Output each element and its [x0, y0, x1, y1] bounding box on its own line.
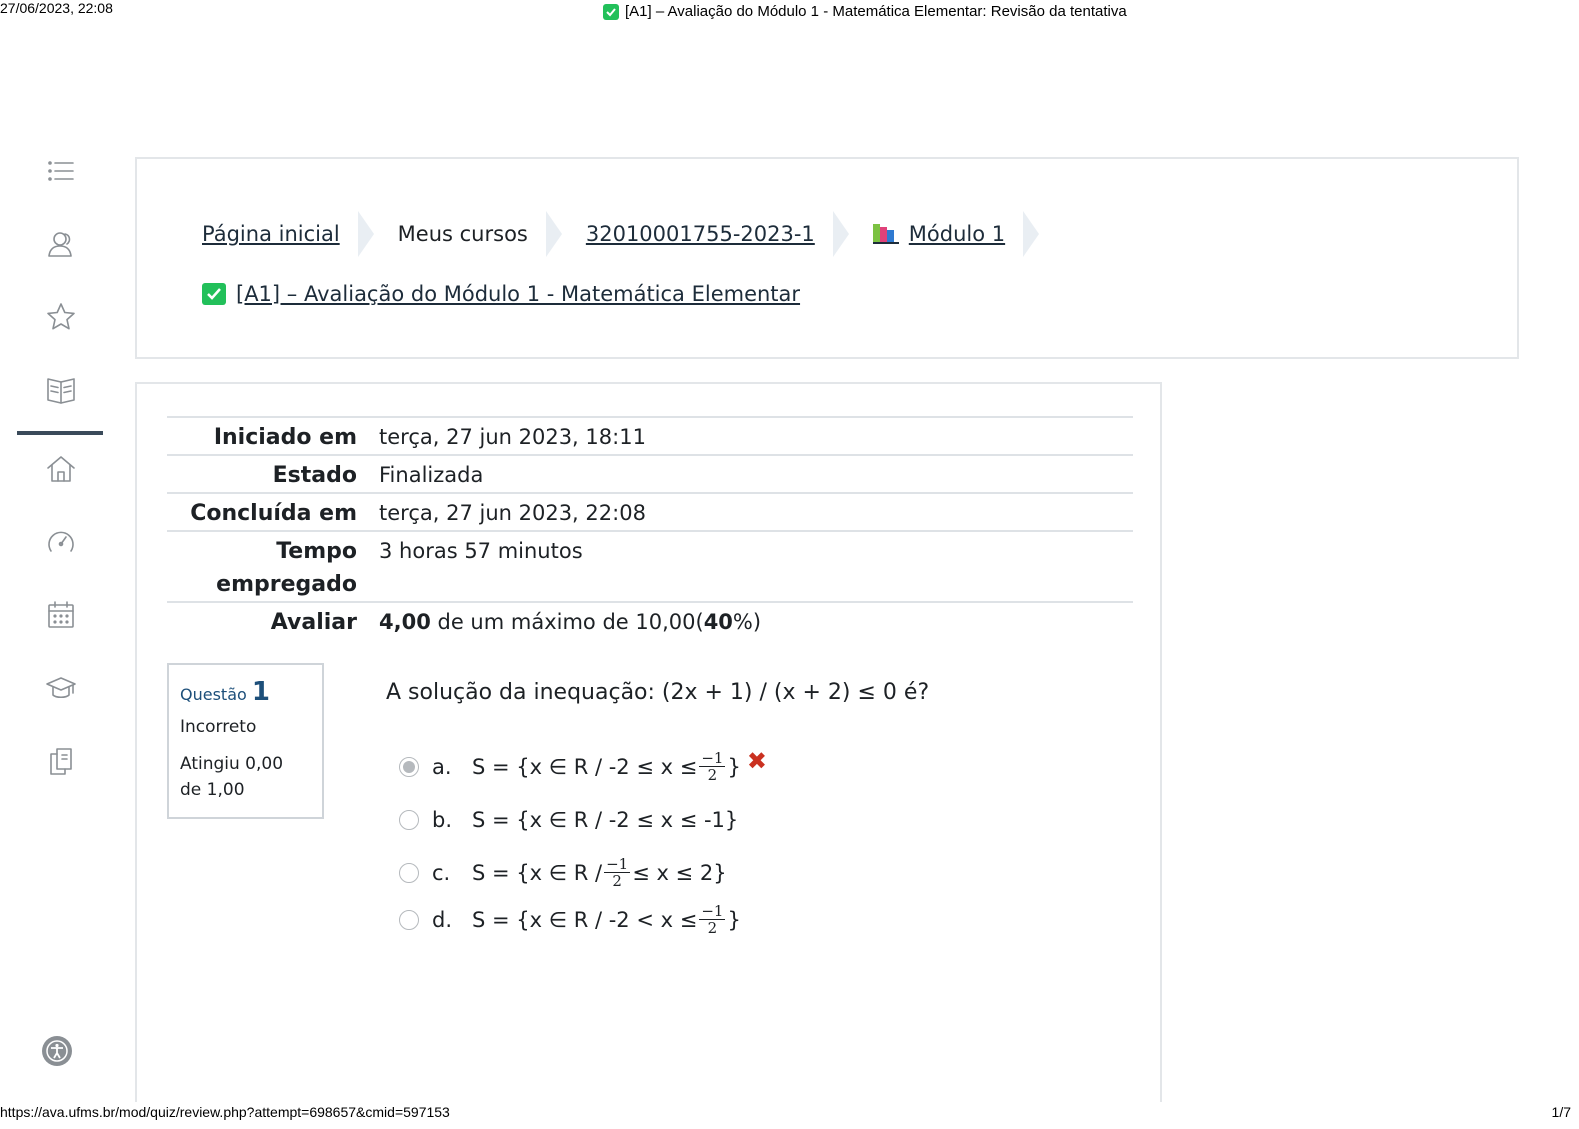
fraction-denominator: 2 [612, 872, 622, 890]
question-grade [180, 751, 322, 803]
accessibility-icon[interactable] [42, 1036, 72, 1066]
nav-divider [17, 431, 103, 435]
answer-text: S = {x ∈ R / -2 ≤ x ≤ -1} [472, 808, 739, 832]
answer-fraction [604, 856, 630, 889]
module-book-icon [873, 224, 899, 244]
answer-text: } [727, 754, 741, 779]
print-url: https://ava.ufms.br/mod/quiz/review.php?attempt=698657&cmid=597153 [0, 1104, 450, 1120]
answer-letter: c. [432, 860, 451, 885]
answer-radio[interactable] [399, 810, 419, 830]
answer-option-d[interactable] [399, 903, 741, 936]
files-icon[interactable] [44, 744, 78, 778]
dashboard-icon[interactable] [44, 525, 78, 559]
summary-label-line: empregado [216, 572, 357, 597]
summary-label: Avaliar [270, 610, 357, 635]
check-icon [603, 4, 619, 20]
nav-rail [0, 150, 120, 1095]
star-icon[interactable] [44, 300, 78, 334]
calendar-icon[interactable] [44, 598, 78, 632]
answer-text: S = {x ∈ R / -2 < x ≤ [472, 907, 698, 932]
summary-row-started [167, 416, 1133, 454]
question-label: Questão [180, 685, 247, 704]
breadcrumb-home-link[interactable]: Página inicial [202, 222, 340, 246]
question-text: A solução da inequação: (2x + 1) / (x + 2) ≤ 0 é? [386, 680, 930, 705]
summary-row-time [167, 530, 1133, 601]
fraction-denominator: 2 [707, 766, 718, 784]
breadcrumb-module-link[interactable] [873, 222, 1005, 246]
attempt-summary-table [167, 416, 1133, 639]
breadcrumb [202, 211, 1063, 257]
answer-math [472, 856, 727, 889]
answer-letter: d. [432, 907, 453, 932]
summary-value: 3 horas 57 minutos [379, 539, 583, 563]
grade-percent: 40 [703, 610, 733, 634]
breadcrumb-quiz-link[interactable] [202, 282, 800, 306]
breadcrumb-module-label: Módulo 1 [908, 222, 1006, 246]
book-icon[interactable] [44, 372, 78, 406]
fraction-numerator: −1 [606, 855, 629, 873]
grade-text-end: %) [732, 610, 762, 634]
answer-letter: b. [432, 808, 453, 832]
answer-text: } [727, 907, 741, 932]
answer-radio[interactable] [399, 757, 419, 777]
breadcrumb-card [135, 157, 1519, 359]
answer-text: S = {x ∈ R / [472, 860, 603, 885]
answer-option-b[interactable] [399, 808, 738, 832]
answer-text: ≤ x ≤ 2} [632, 860, 727, 885]
answer-text: S = {x ∈ R / -2 ≤ x ≤ [472, 754, 698, 779]
summary-value: terça, 27 jun 2023, 18:11 [379, 425, 646, 449]
summary-row-state [167, 454, 1133, 492]
answer-option-c[interactable] [399, 856, 727, 889]
summary-row-completed [167, 492, 1133, 530]
print-page-number: 1/7 [1551, 1104, 1571, 1120]
grade-score: 4,00 [379, 610, 431, 634]
answer-letter: a. [432, 754, 452, 779]
answer-radio[interactable] [399, 910, 419, 930]
answer-math [472, 903, 741, 936]
summary-label: Iniciado em [213, 425, 357, 450]
question-info-box [167, 663, 324, 819]
summary-label: Estado [272, 463, 357, 488]
summary-value [379, 603, 761, 639]
breadcrumb-my-courses: Meus cursos [397, 222, 528, 246]
fraction-numerator: −1 [701, 749, 724, 767]
breadcrumb-course-link[interactable]: 32010001755-2023-1 [585, 222, 815, 246]
summary-label-line: Tempo [276, 539, 357, 564]
answer-math [472, 808, 738, 832]
summary-value: terça, 27 jun 2023, 22:08 [379, 501, 646, 525]
answer-option-a[interactable] [399, 746, 767, 784]
quiz-review-card [135, 382, 1162, 1102]
answer-fraction [699, 750, 725, 783]
graduation-cap-icon[interactable] [44, 671, 78, 705]
participants-icon[interactable] [44, 227, 78, 261]
fraction-numerator: −1 [701, 902, 724, 920]
answer-fraction [699, 903, 725, 936]
breadcrumb-separator [546, 211, 568, 257]
print-date: 27/06/2023, 22:08 [0, 0, 113, 16]
question-grade-line: de 1,00 [180, 780, 245, 800]
question-grade-line: Atingiu 0,00 [180, 754, 284, 774]
summary-label [167, 532, 379, 601]
home-icon[interactable] [44, 452, 78, 486]
answer-radio[interactable] [399, 863, 419, 883]
breadcrumb-quiz-label: [A1] – Avaliação do Módulo 1 - Matemática Elementar [236, 282, 801, 306]
print-title-text: [A1] – Avaliação do Módulo 1 - Matemática Elementar: Revisão da tentativa [625, 3, 1127, 20]
question-number [180, 677, 322, 707]
check-icon [202, 283, 226, 305]
summary-row-grade [167, 601, 1133, 639]
breadcrumb-separator [358, 211, 380, 257]
breadcrumb-separator [1023, 211, 1045, 257]
answer-math [472, 750, 741, 783]
list-icon[interactable] [44, 154, 78, 188]
grade-text: de um máximo de 10,00( [430, 610, 704, 634]
question-state: Incorreto [180, 717, 257, 737]
fraction-denominator: 2 [707, 919, 718, 937]
breadcrumb-separator [833, 211, 855, 257]
summary-value: Finalizada [379, 463, 484, 487]
summary-label: Concluída em [190, 501, 357, 526]
print-title [603, 3, 1127, 20]
question-number-value: 1 [251, 677, 270, 707]
incorrect-icon: ✖ [746, 746, 767, 775]
